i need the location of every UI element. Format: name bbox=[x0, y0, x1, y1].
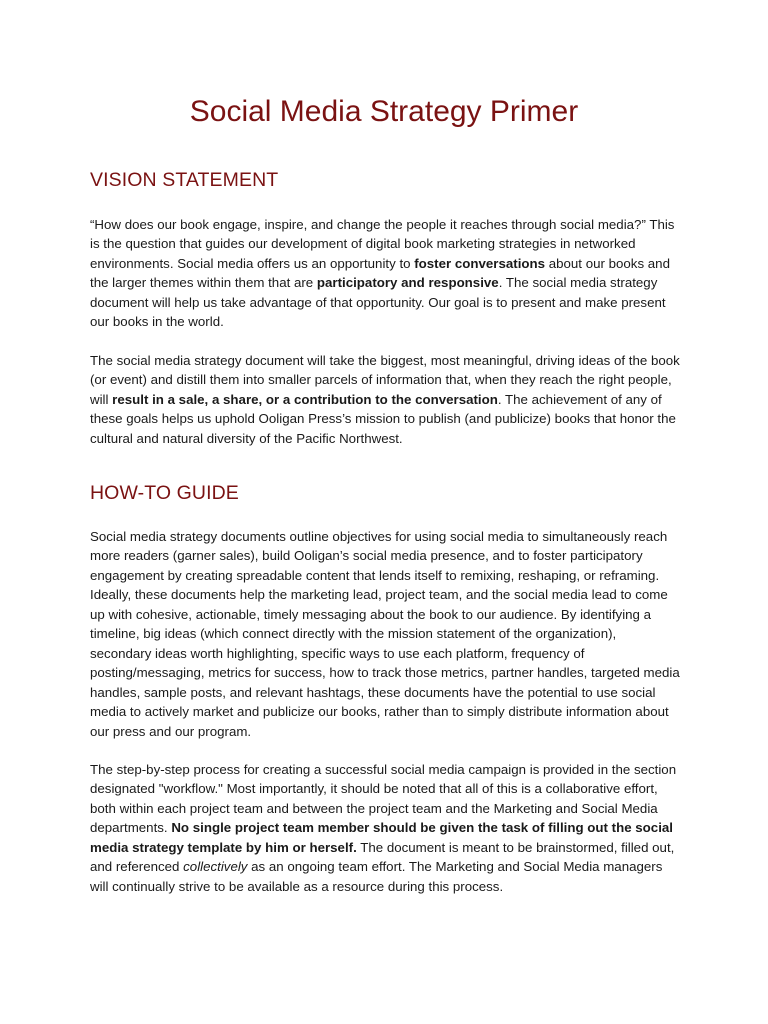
vision-paragraph-1 bbox=[90, 215, 680, 332]
vision-p1-text-3: . The social media strategy document will help us take advantage of that opportunity. Our goal is to present and make present our books in the world. bbox=[90, 275, 666, 330]
howto-paragraph-2 bbox=[90, 760, 680, 896]
howto-p2-text-2: The document is meant to be brainstormed, filled out, and referenced bbox=[90, 839, 675, 875]
vision-p1-text-1: “How does our book engage, inspire, and change the people it reaches through social media?” This is the question that guides our development of digital book marketing strategies in networked environments. Social media offers us an opportunity to bbox=[90, 217, 675, 271]
howto-paragraph-1: Social media strategy documents outline objectives for using social media to simultaneously reach more readers (garner sales), build Ooligan’s social media presence, and to foster participatory engagement by creating spreadable content that lends itself to remixing, reshaping, or reframing. Ideally, these documents help the marketing lead, project team, and the social media lead to come up with cohesive, actionable, timely messaging about the book to our audience. By identifying a timeline, big ideas (which connect directly with the mission statement of the organization), secondary ideas worth highlighting, specific ways to use each platform, frequency of posting/messaging, metrics for success, how to track those metrics, partner handles, targeted media handles, sample posts, and relevant hashtags, these documents have the potential to use social media to actively market and publicize our books, rather than to simply distribute information about our press and our program. bbox=[90, 529, 680, 739]
howto-p2-italic-1: collectively bbox=[183, 859, 248, 875]
vision-p2-bold-1: result in a sale, a share, or a contribution to the conversation bbox=[112, 391, 498, 407]
vision-paragraph-2 bbox=[90, 351, 680, 448]
vision-p2-text-1: The social media strategy document will take the biggest, most meaningful, driving ideas of the book (or event) and distill them into smaller parcels of information that, when they reach the right people, will bbox=[90, 353, 680, 407]
howto-p2-text-1: The step-by-step process for creating a successful social media campaign is provided in the section designated "workflow." Most importantly, it should be noted that all of this is a collaborative effort, both within each project team and between the project team and the Marketing and Social Media departments. bbox=[90, 762, 677, 836]
howto-p2-text-3: as an ongoing team effort. The Marketing and Social Media managers will continually strive to be available as a resource during this process. bbox=[90, 859, 663, 894]
vision-p1-bold-2: participatory and responsive bbox=[316, 275, 499, 291]
vision-p1-text-2: about our books and the larger themes within them that are bbox=[90, 255, 670, 291]
vision-statement-heading: VISION STATEMENT bbox=[90, 169, 279, 191]
vision-p1-bold-1: foster conversations bbox=[414, 255, 546, 271]
vision-p2-text-2: . The achievement of any of these goals helps us uphold Ooligan Press’s mission to publish (and publicize) books that honor the cultural and natural diversity of the Pacific Northwest. bbox=[90, 391, 676, 446]
howto-p2-bold-1: No single project team member should be given the task of filling out the social media strategy template by him or herself. bbox=[90, 820, 673, 855]
document-title: Social Media Strategy Primer bbox=[189, 95, 579, 128]
how-to-guide-heading: HOW-TO GUIDE bbox=[90, 482, 239, 504]
